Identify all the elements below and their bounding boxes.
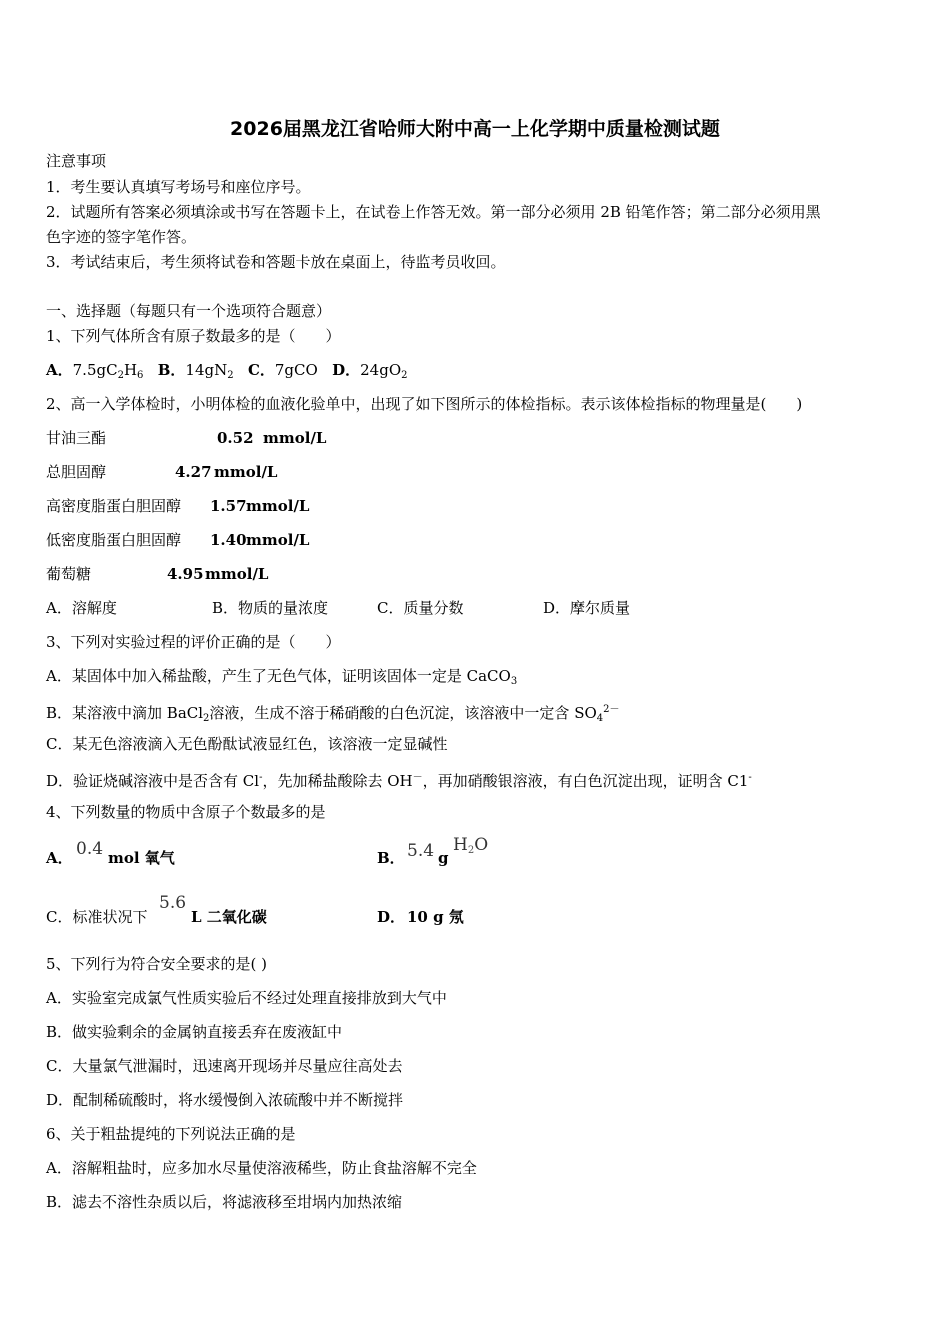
lab-row-name: 高密度脂蛋白胆固醇 — [46, 497, 182, 515]
q1-option-d: $24gO_2$ — [360, 361, 408, 381]
lab-row — [46, 428, 327, 448]
lab-row-unit: mmol/L — [214, 463, 278, 481]
q4-option-c-label: C．标准状况下 — [46, 908, 148, 926]
q2-option-c: C．质量分数 — [377, 599, 464, 617]
lab-row-unit: mmol/L — [263, 429, 327, 447]
lab-row-value: 4.27 — [175, 463, 212, 481]
question-4-options-row2 — [46, 893, 546, 933]
q3-option-c: C．某无色溶液滴入无色酚酞试液显红色，该溶液一定显碱性 — [46, 735, 448, 753]
q1-option-a: $7.5gC_2H_6$ — [72, 361, 144, 381]
q5-option-d: D．配制稀硫酸时，将水缓慢倒入浓硫酸中并不断搅拌 — [46, 1091, 404, 1109]
question-4-options-row1 — [46, 835, 546, 873]
q2-option-a: A．溶解度 — [46, 599, 117, 617]
lab-row-name: 总胆固醇 — [46, 463, 107, 481]
q5-option-c: C．大量氯气泄漏时，迅速离开现场并尽量应往高处去 — [46, 1057, 403, 1075]
q4-option-b-formula: $H_2O$ — [453, 835, 489, 856]
q1-option-d-label: D． — [332, 361, 361, 379]
q5-option-a: A．实验室完成氯气性质实验后不经过处理直接排放到大气中 — [46, 989, 447, 1007]
q4-option-d-text: 10 g 氖 — [407, 908, 464, 926]
section-heading: 一、选择题（每题只有一个选项符合题意） — [46, 302, 332, 320]
lab-row-value: 1.57 — [210, 497, 247, 515]
lab-row-value: 4.95 — [167, 565, 204, 583]
notice-item-1: 1．考生要认真填写考场号和座位序号。 — [46, 178, 311, 196]
q6-option-b: B．滤去不溶性杂质以后，将滤液移至坩埚内加热浓缩 — [46, 1193, 403, 1211]
question-1-options — [46, 360, 408, 386]
q1-option-b-label: B． — [157, 361, 186, 379]
q2-option-b: B．物质的量浓度 — [212, 599, 329, 617]
q4-option-d-label: D． — [377, 908, 406, 926]
lab-row-unit: mmol/L — [246, 531, 310, 549]
lab-row-name: 甘油三酯 — [46, 429, 107, 447]
q4-option-a-label: A． — [46, 849, 73, 867]
notice-item-2: 2．试题所有答案必须填涂或书写在答题卡上，在试卷上作答无效。第一部分必须用 2B 铅笔作答；第二部分必须用黑 — [46, 203, 821, 221]
q3-option-b: B．某溶液中滴加 BaCl$_2$溶液，生成不溶于稀硝酸的白色沉淀，该溶液中一定含 $SO_4^{2-}$ — [46, 704, 620, 724]
lab-row — [46, 496, 310, 516]
q3-option-d: D．验证烧碱溶液中是否含有 Cl-，先加稀盐酸除去 OH－，再加硝酸银溶液，有白色沉淀出现，证明含 C1- — [46, 772, 752, 790]
q2-option-d: D．摩尔质量 — [543, 599, 631, 617]
q1-option-b: $14gN_2$ — [185, 361, 234, 381]
question-2-stem: 2、高一入学体检时，小明体检的血液化验单中，出现了如下图所示的体检指标。表示该体检指标的物理量是( ) — [46, 395, 803, 413]
notice-heading: 注意事项 — [46, 152, 107, 170]
question-3-stem: 3、下列对实验过程的评价正确的是（ ） — [46, 633, 341, 651]
q4-option-c-number: 5.6 — [159, 893, 187, 913]
q4-option-a-text: mol 氧气 — [108, 849, 175, 867]
notice-item-2-cont: 色字迹的签字笔作答。 — [46, 228, 197, 246]
q1-option-a-label: A． — [46, 361, 73, 379]
q4-option-b-label: B． — [377, 849, 405, 867]
page-title: 2026届黑龙江省哈师大附中高一上化学期中质量检测试题 — [230, 118, 720, 140]
lab-row — [46, 462, 278, 482]
lab-row-name: 葡萄糖 — [46, 565, 92, 583]
q4-option-b-number: 5.4 — [407, 841, 435, 861]
notice-item-3: 3．考试结束后，考生须将试卷和答题卡放在桌面上，待监考员收回。 — [46, 253, 506, 271]
q5-option-b: B．做实验剩余的金属钠直接丢弃在废液缸中 — [46, 1023, 343, 1041]
q1-option-c: 7gCO — [274, 361, 318, 379]
q6-option-a: A．溶解粗盐时，应多加水尽量使溶液稀些，防止食盐溶解不完全 — [46, 1159, 477, 1177]
q3-option-a: A．某固体中加入稀盐酸，产生了无色气体，证明该固体一定是 CaCO$_3$ — [46, 667, 518, 687]
q4-option-b-text: g — [438, 849, 449, 867]
question-5-stem: 5、下列行为符合安全要求的是( ) — [46, 955, 268, 973]
question-6-stem: 6、关于粗盐提纯的下列说法正确的是 — [46, 1125, 296, 1143]
lab-row — [46, 564, 269, 584]
lab-row-value: 1.40 — [210, 531, 247, 549]
q1-option-c-label: C． — [247, 361, 275, 379]
question-1-stem: 1、下列气体所含有原子数最多的是（ ） — [46, 327, 341, 345]
q4-option-c-text: L 二氧化碳 — [191, 908, 267, 926]
lab-row — [46, 530, 310, 550]
lab-row-name: 低密度脂蛋白胆固醇 — [46, 531, 182, 549]
lab-row-value: 0.52 — [217, 429, 254, 447]
question-4-stem: 4、下列数量的物质中含原子个数最多的是 — [46, 803, 326, 821]
lab-row-unit: mmol/L — [205, 565, 269, 583]
q4-option-a-number: 0.4 — [76, 839, 104, 859]
lab-row-unit: mmol/L — [246, 497, 310, 515]
